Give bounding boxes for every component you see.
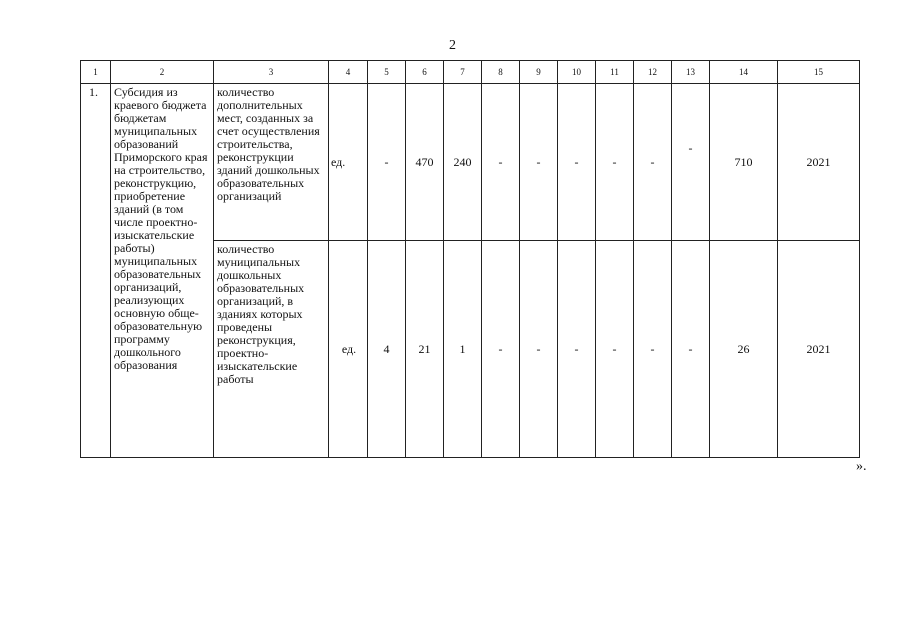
header-cell: 8 — [482, 61, 520, 84]
header-cell: 5 — [368, 61, 406, 84]
header-cell: 15 — [778, 61, 860, 84]
value-cell: - — [558, 241, 596, 458]
header-cell: 9 — [520, 61, 558, 84]
header-cell: 3 — [214, 61, 329, 84]
value-cell: - — [482, 84, 520, 241]
value-cell: 240 — [444, 84, 482, 241]
total-cell: 710 — [710, 84, 778, 241]
unit-cell: ед. — [329, 84, 368, 241]
value-cell: - — [520, 84, 558, 241]
indicator-table — [80, 60, 860, 458]
year-cell: 2021 — [778, 84, 860, 241]
header-cell: 11 — [596, 61, 634, 84]
measure-description: Субсидия из краевого бюджета бюджетам муниципальных образований Приморского края на строительство, реконструкцию, приобретение зданий (в том числе проектно-изыскательские работы) муниципальных образовательных организаций, реализующих основную обще-образовательную программу дошкольного образования — [111, 84, 214, 458]
value-cell: - — [558, 84, 596, 241]
header-cell: 12 — [634, 61, 672, 84]
page-number: 2 — [449, 38, 456, 53]
value-cell: - — [634, 84, 672, 241]
header-cell: 4 — [329, 61, 368, 84]
header-cell: 1 — [81, 61, 111, 84]
value-cell: - — [596, 84, 634, 241]
value-cell: 21 — [406, 241, 444, 458]
value-cell: 1 — [444, 241, 482, 458]
value-cell: - — [520, 241, 558, 458]
total-cell: 26 — [710, 241, 778, 458]
table-row — [81, 84, 860, 241]
value-text: - — [688, 140, 693, 155]
value-cell: 470 — [406, 84, 444, 241]
unit-cell: ед. — [329, 241, 368, 458]
closing-quote: ». — [856, 459, 867, 474]
indicator-name: количество дополнительных мест, созданных за счет осуществления строительства, реконструкции зданий дошкольных образовательных организаций — [214, 84, 329, 241]
row-number: 1. — [81, 84, 111, 458]
value-cell — [672, 84, 710, 241]
value-cell: 4 — [368, 241, 406, 458]
value-cell: - — [482, 241, 520, 458]
header-cell: 13 — [672, 61, 710, 84]
value-cell: - — [596, 241, 634, 458]
indicator-name: количество муниципальных дошкольных образовательных организаций, в зданиях которых проведены реконструкция, проектно-изыскательские работы — [214, 241, 329, 458]
value-cell: - — [634, 241, 672, 458]
header-cell: 2 — [111, 61, 214, 84]
header-cell: 6 — [406, 61, 444, 84]
value-cell: - — [368, 84, 406, 241]
header-cell: 10 — [558, 61, 596, 84]
header-row — [81, 61, 860, 84]
header-cell: 14 — [710, 61, 778, 84]
year-cell: 2021 — [778, 241, 860, 458]
header-cell: 7 — [444, 61, 482, 84]
value-cell: - — [672, 241, 710, 458]
